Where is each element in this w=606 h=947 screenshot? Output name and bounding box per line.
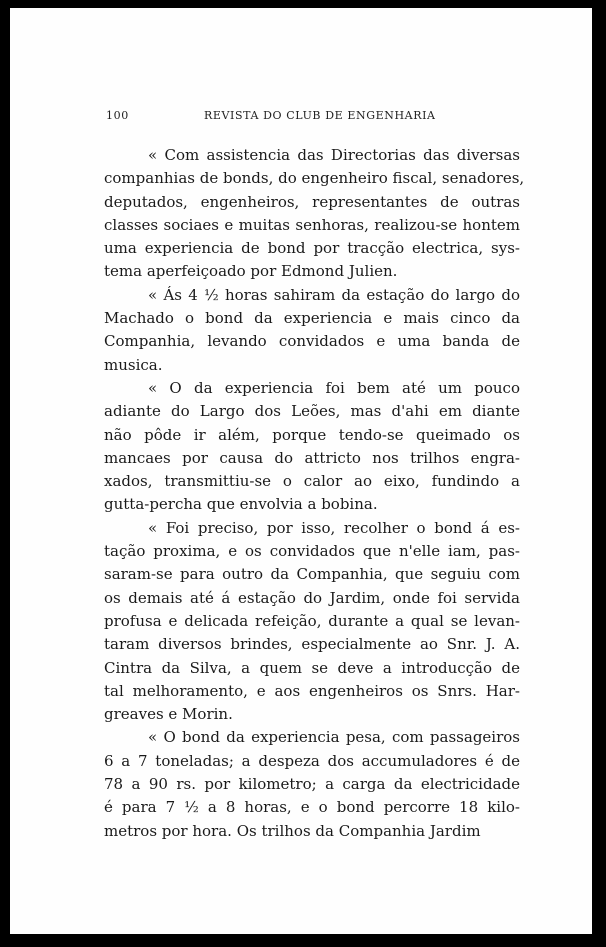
text-line: não pôde ir além, porque tendo-se queimado os — [104, 425, 520, 444]
text-line: « Ás 4 ½ horas sahiram da estação do largo do — [148, 285, 520, 304]
text-line: « O bond da experiencia pesa, com passageiros — [148, 728, 520, 747]
text-line: xados, transmittiu-se o calor ao eixo, fundindo a — [104, 472, 520, 491]
text-line: mancaes por causa do attricto nos trilhos engra- — [104, 448, 520, 467]
text-line: classes sociaes e muitas senhoras, realizou-se hontem — [104, 215, 520, 234]
paragraph — [104, 144, 525, 284]
text-line: 6 a 7 toneladas; a despeza dos accumuladores é de — [104, 751, 520, 770]
text-line: « O da experiencia foi bem até um pouco — [148, 378, 520, 397]
text-line: Companhia, levando convidados e uma banda de — [104, 332, 520, 351]
running-title: REVISTA DO CLUB DE ENGENHARIA — [204, 109, 436, 122]
text-line: adiante do Largo dos Leões, mas d'ahi em diante — [104, 402, 520, 421]
paragraph — [104, 284, 520, 377]
text-line: greaves e Morin. — [104, 705, 233, 724]
paragraph — [104, 517, 520, 727]
text-line: tema aperfeiçoado por Edmond Julien. — [104, 262, 398, 281]
text-line: os demais até á estação do Jardim, onde foi servida — [104, 588, 520, 607]
text-line: Machado o bond da experiencia e mais cinco da — [104, 309, 520, 328]
text-line: saram-se para outro da Companhia, que seguiu com — [104, 565, 520, 584]
text-line: gutta-percha que envolvia a bobina. — [104, 495, 378, 514]
text-line: metros por hora. Os trilhos da Companhia Jardim — [104, 821, 481, 840]
text-line: Cintra da Silva, a quem se deve a introducção de — [104, 658, 520, 677]
text-line: é para 7 ½ a 8 horas, e o bond percorre 18 kilo- — [104, 798, 520, 817]
text-line: tação proxima, e os convidados que n'elle iam, pas- — [104, 542, 520, 561]
text-line: « Com assistencia das Directorias das diversas — [148, 146, 520, 164]
page-number: 100 — [106, 109, 129, 122]
book-page — [10, 8, 592, 934]
text-line: tal melhoramento, e aos engenheiros os Snrs. Har- — [104, 681, 520, 700]
text-line: profusa e delicada refeição, durante a qual se levan- — [104, 611, 520, 630]
paragraph — [104, 377, 520, 517]
text-line: companhias de bonds, do engenheiro fiscal, senadores, — [104, 169, 525, 188]
body-text — [104, 144, 525, 843]
text-line: deputados, engenheiros, representantes de outras — [104, 192, 520, 211]
text-line: 78 a 90 rs. por kilometro; a carga da electricidade — [104, 775, 520, 794]
text-line: « Foi preciso, por isso, recolher o bond á es- — [148, 518, 520, 537]
text-line: musica. — [104, 355, 163, 374]
text-line: taram diversos brindes, especialmente ao Snr. J. A. — [104, 635, 520, 654]
text-line: uma experiencia de bond por tracção electrica, sys- — [104, 239, 520, 258]
paragraph — [104, 726, 520, 842]
